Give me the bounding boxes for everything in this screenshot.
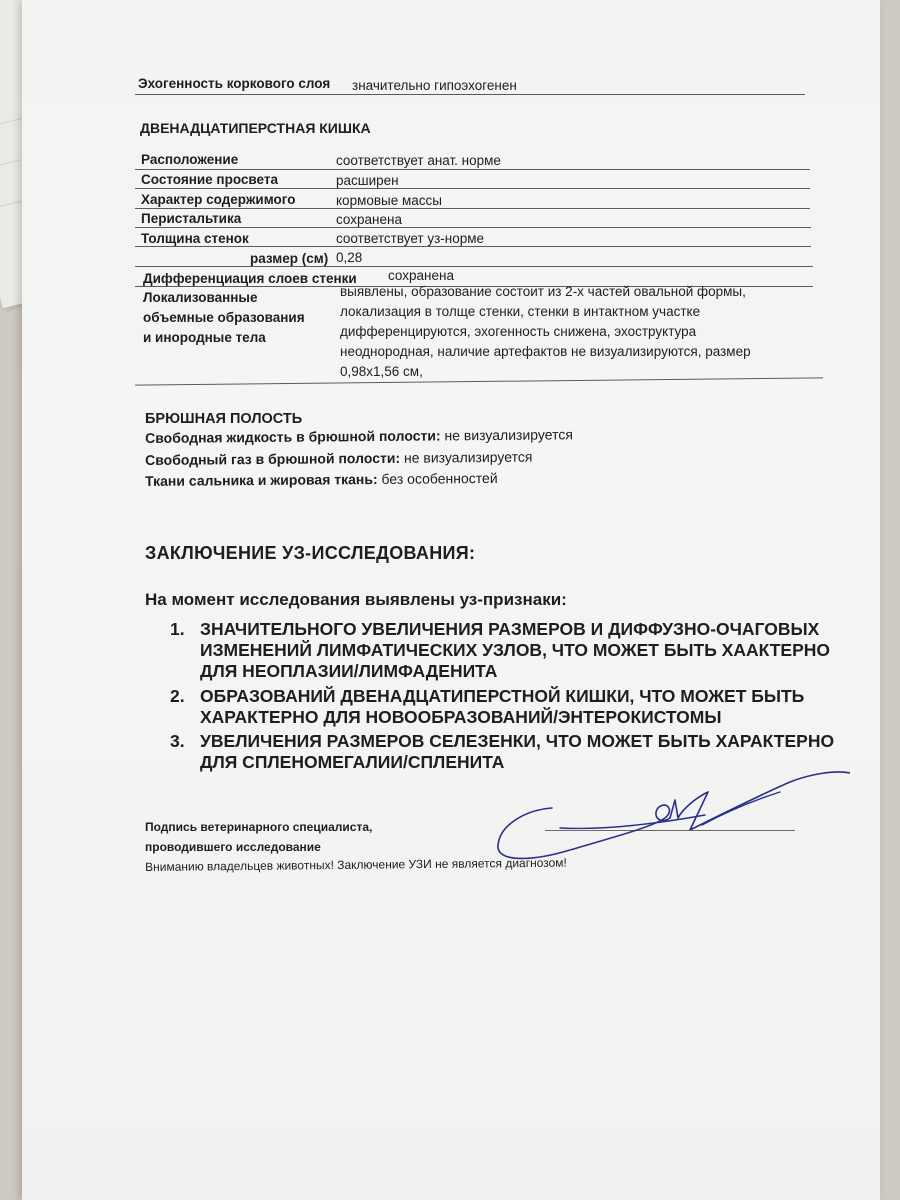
finding-text: УВЕЛИЧЕНИЯ РАЗМЕРОВ СЕЛЕЗЕНКИ, ЧТО МОЖЕТ БЫТЬ ХАРАКТЕРНО ДЛЯ СПЛЕНОМЕГАЛИИ/СПЛЕНИТА — [200, 731, 835, 772]
row-rule — [135, 188, 810, 189]
abdomen-row-label: Свободная жидкость в брюшной полости: — [145, 427, 441, 446]
signature-label-line: проводившего исследование — [145, 840, 321, 854]
conclusion-intro: На момент исследования выявлены уз-признаки: — [145, 590, 567, 609]
owner-warning: Вниманию владельцев животных! Заключение УЗИ не является диагнозом! — [145, 855, 567, 874]
row-rule — [135, 227, 811, 228]
duodenum-row-value: сохранена — [388, 268, 454, 283]
abdomen-row-value: без особенностей — [381, 469, 498, 487]
duodenum-row-value: расширен — [336, 173, 399, 188]
duodenum-row-label: Состояние просвета — [141, 172, 278, 187]
finding-text: ОБРАЗОВАНИЙ ДВЕНАДЦАТИПЕРСТНОЙ КИШКИ, ЧТО МОЖЕТ БЫТЬ ХАРАКТЕРНО ДЛЯ НОВООБРАЗОВАНИЙ/ЭНТЕРОКИСТОМЫ — [200, 686, 805, 727]
masses-value — [340, 282, 810, 382]
duodenum-row-label: Перистальтика — [141, 211, 242, 226]
masses-label-line: объемные образования — [143, 310, 305, 325]
finding-number: 3. — [170, 731, 185, 751]
duodenum-row-label: Толщина стенок — [141, 231, 249, 246]
abdomen-row-value: не визуализируется — [403, 448, 533, 466]
finding-text: ЗНАЧИТЕЛЬНОГО УВЕЛИЧЕНИЯ РАЗМЕРОВ И ДИФФУЗНО-ОЧАГОВЫХ ИЗМЕНЕНИЙ ЛИМФАТИЧЕСКИХ УЗЛОВ, ЧТО МОЖЕТ БЫТЬ ХААКТЕРНО ДЛЯ НЕОПЛАЗИИ/ЛИМФАДЕНИТА — [200, 619, 831, 681]
abdomen-row-label: Ткани сальника и жировая ткань: — [145, 470, 378, 489]
masses-value-line: локализация в толще стенки, стенки в интактном участке — [340, 304, 701, 319]
masses-label — [143, 288, 305, 348]
cortex-value: значительно гипоэхогенен — [352, 78, 517, 93]
duodenum-row-value: сохранена — [336, 212, 402, 227]
masses-value-line: выявлены, образование состоит из 2-х частей овальной формы, — [340, 284, 746, 299]
finding-number: 1. — [170, 619, 185, 639]
masses-value-line: неоднородная, наличие артефактов не визуализируются, размер — [340, 344, 751, 359]
duodenum-row-value: 0,28 — [336, 250, 363, 265]
cortex-label: Эхогенность коркового слоя — [138, 76, 331, 91]
duodenum-title: ДВЕНАДЦАТИПЕРСТНАЯ КИШКА — [140, 120, 371, 136]
duodenum-row-label: Дифференциация слоев стенки — [143, 271, 357, 286]
duodenum-row-value: соответствует уз-норме — [336, 231, 485, 246]
row-rule — [135, 169, 810, 170]
duodenum-row-value: кормовые массы — [336, 193, 442, 208]
row-rule — [135, 266, 813, 267]
conclusion-title: ЗАКЛЮЧЕНИЕ УЗ-ИССЛЕДОВАНИЯ: — [145, 543, 476, 563]
masses-label-line: Локализованные — [143, 290, 258, 305]
row-rule — [135, 94, 805, 95]
duodenum-row-value: соответствует анат. норме — [336, 153, 501, 168]
abdomen-row — [145, 426, 573, 446]
row-rule — [135, 246, 811, 247]
masses-value-line: дифференцируются, эхогенность снижена, эхоструктура — [340, 324, 697, 339]
abdomen-row — [145, 470, 498, 489]
finding-number: 2. — [170, 686, 185, 706]
abdomen-row-value: не визуализируется — [444, 426, 573, 444]
masses-label-line: и инородные тела — [143, 330, 266, 345]
duodenum-row-label: Характер содержимого — [141, 192, 296, 207]
masses-value-line: 0,98х1,56 см, — [340, 364, 423, 379]
abdomen-row-label: Свободный газ в брюшной полости: — [145, 449, 401, 468]
signature-label — [145, 817, 372, 857]
handwritten-signature — [490, 770, 850, 865]
abdomen-row — [145, 449, 532, 468]
abdomen-title: БРЮШНАЯ ПОЛОСТЬ — [145, 411, 303, 427]
duodenum-row-label: размер (см) — [250, 251, 329, 266]
duodenum-row-label: Расположение — [141, 152, 239, 167]
signature-label-line: Подпись ветеринарного специалиста, — [145, 820, 373, 834]
row-rule — [135, 208, 810, 209]
